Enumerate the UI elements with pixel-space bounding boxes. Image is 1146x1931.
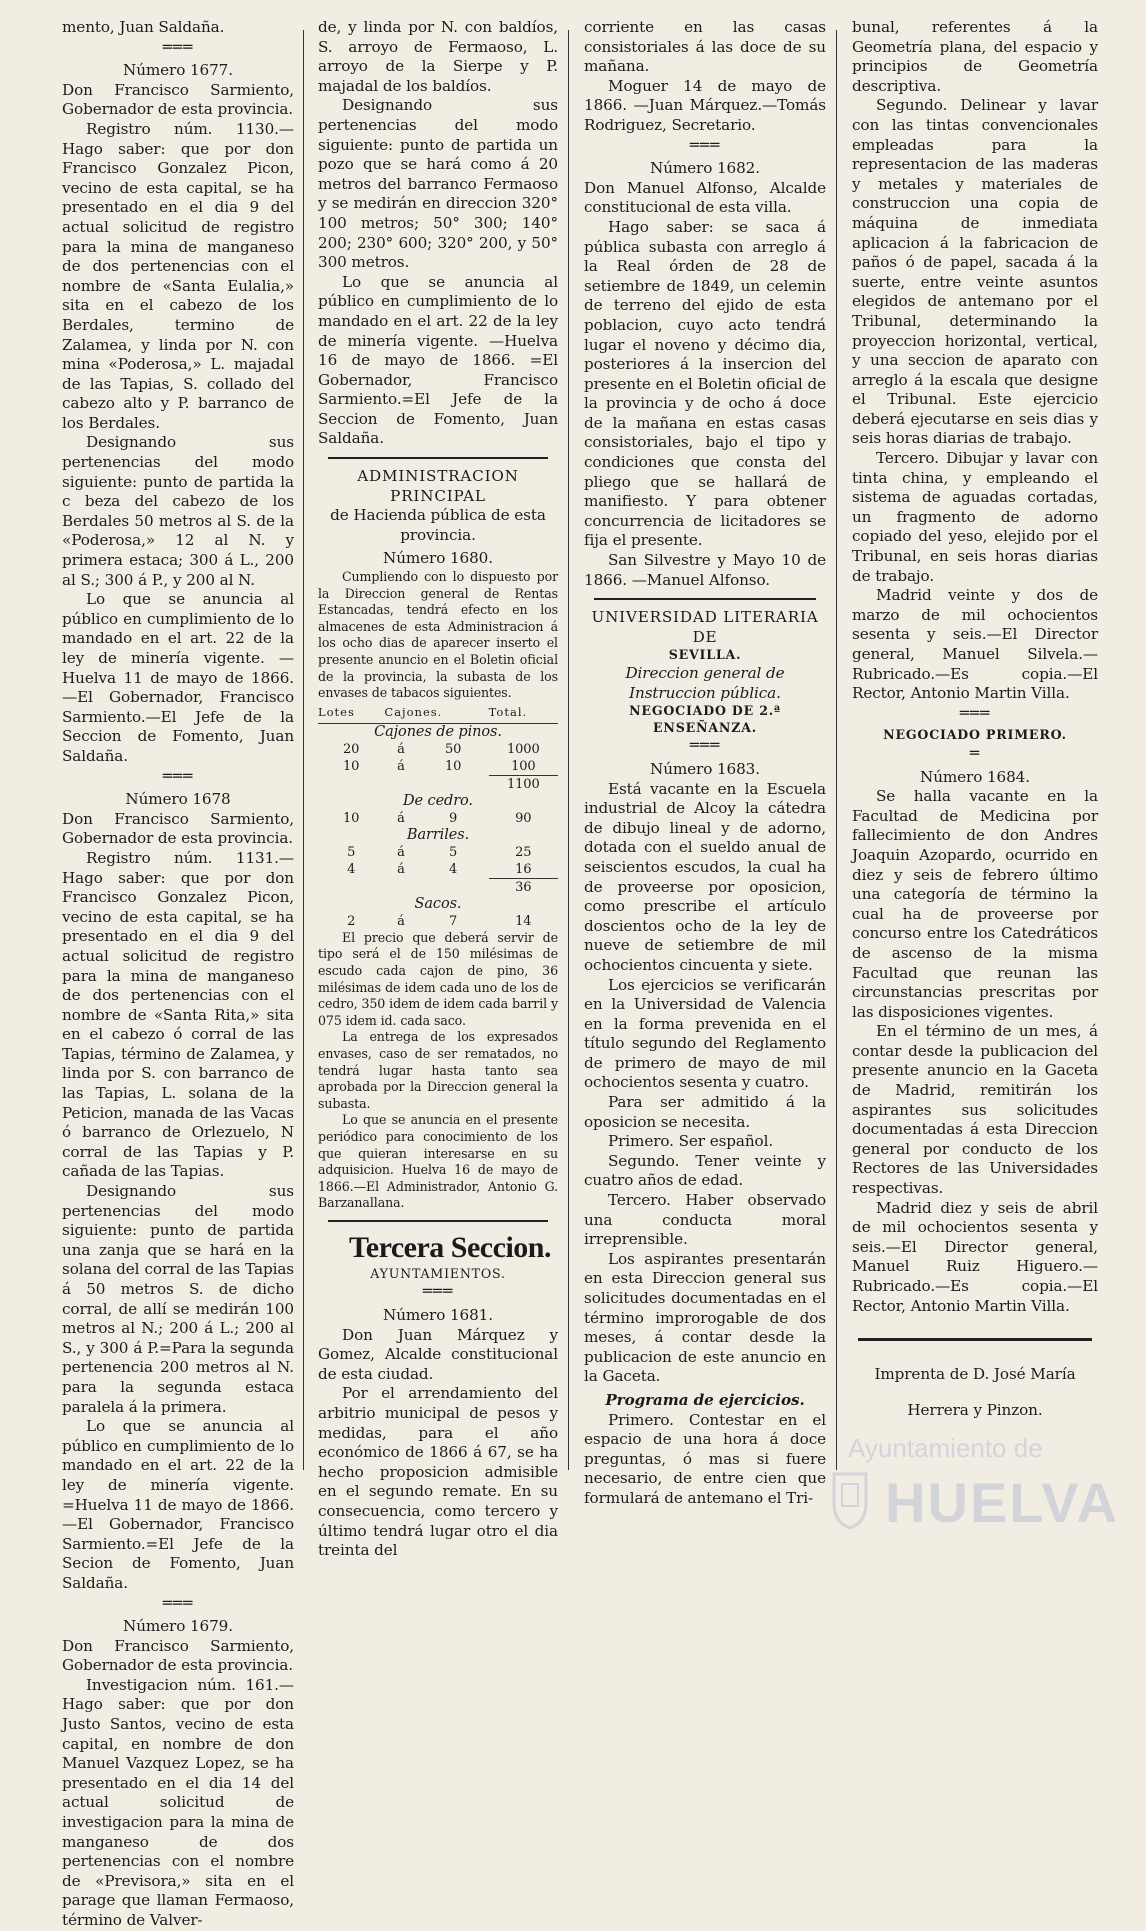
separator: ═ (969, 743, 981, 762)
table-row (318, 758, 558, 776)
notice-1680-delivery: La entrega de los expresados envases, caso de ser rematados, no tendrá lugar hasta tanto sea aprobada por la Direccion general la subasta. (318, 1029, 558, 1111)
separator: ═══ (162, 37, 194, 56)
notice-1683-req-3: Tercero. Haber observado una conducta moral irreprensible. (584, 1191, 826, 1249)
table-cell: 14 (515, 913, 532, 929)
programa-segundo: Segundo. Delinear y lavar con las tintas convencionales empleadas para la representacion de las maderas y metales y materiales de construccion una copia de máquina de inmediata aplicacion á la fabricacion de paños ó de papel, sacada á la suerte, entre veinte asuntos elegidos de antemano por el Tribunal, determinando la proyeccion horizontal, vertical, y una seccion de aparato con arreglo á la escala que designe el Tribunal. Este ejercicio deberá ejecutarse en seis dias y seis horas diarias de trabajo. (852, 96, 1098, 448)
separator: ═══ (689, 736, 721, 755)
notice-1678-issuer: Don Francisco Sarmiento, Gobernador de esta provincia. (62, 809, 294, 848)
table-cell: 7 (449, 913, 458, 929)
envases-table (318, 702, 558, 930)
table-header: Cajones. (384, 702, 488, 724)
table-row (318, 913, 558, 930)
notice-1681-signature: Moguer 14 de mayo de 1866. —Juan Márquez.—Tomás Rodriguez, Secretario. (584, 76, 826, 134)
table-cell: á (397, 810, 405, 826)
notice-number-1677: Número 1677. (123, 61, 233, 80)
table-row (318, 861, 558, 879)
table-subtotal-row (318, 775, 558, 793)
table-cell: 90 (515, 810, 532, 826)
table-cell: 20 (343, 741, 360, 757)
notice-number-1681: Número 1681. (383, 1306, 493, 1325)
notice-1683-body: Está vacante en la Escuela industrial de Alcoy la cátedra de dibujo lineal y de adorno, dotada con el sueldo anual de seiscientos escudos, la cual ha de proveerse por oposicion, como prescribe el artículo doscientos ocho de la ley de nueve de setiembre de mil ochocientos cincuenta y siete. (584, 779, 826, 974)
text-continuation: corriente en las casas consistoriales á las doce de su mañana. (584, 18, 826, 76)
notice-1684-body: Se halla vacante en la Facultad de Medicina por fallecimiento de don Andres Joaquin Azopardo, ocurrido en diez y seis de febrero último una categoría de término la cual ha de proveerse por concurso entre los Catedráticos de ascenso de la misma Facultad que reunan las circunstancias prescritas por las disposiciones vigentes. (852, 787, 1098, 1021)
column-1 (62, 18, 294, 1931)
table-row (318, 810, 558, 827)
notice-1682-body: Hago saber: se saca á pública subasta con arreglo á la Real órden de 28 de setiembre de 1849, un celemin de terreno del ejido de esta poblacion, cuyo acto tendrá lugar el noveno y décimo dia, posteriores á la insercion del presente en el Boletin oficial de la provincia y de ocho á doce de la mañana en estas casas consistoriales, bajo el tipo y condiciones que consta del pliego que se hallará de manifiesto. Y para obtener concurrencia de licitadores se fija el presente. (584, 217, 826, 550)
notice-1677-body: Registro núm. 1130.—Hago saber: que por don Francisco Gonzalez Picon, vecino de esta capital, se ha presentado en el dia 9 del actual solicitud de registro para la mina de manganeso de dos pertenencias con el nombre de «Santa Eulalia,» sita en el cabezo de los Berdales, termino de Zalamea, y linda por N. con mina «Poderosa,» L. majadal de las Tapias, S. collado del cabezo alto y P. barranco de los Berdales. (62, 119, 294, 432)
table-cell: 10 (343, 810, 360, 826)
table-cell: 50 (444, 741, 462, 757)
notice-1679-closing: Lo que se anuncia al público en cumplimiento de lo mandado en el art. 22 de la ley de minería vigente. —Huelva 16 de mayo de 1866. =El Gobernador, Francisco Sarmiento.=El Jefe de la Seccion de Fomento, Juan Saldaña. (318, 272, 558, 448)
table-group-title: Cajones de pinos. (374, 723, 502, 740)
crest-icon (830, 1470, 870, 1530)
table-cell: á (397, 759, 405, 775)
notice-1680-body: Cumpliendo con lo dispuesto por la Direccion general de Rentas Estancadas, tendrá efecto en los almacenes de esta Administracion á los ocho dias de aparecer inserto el presente anuncio en el Boletin oficial de la provincia, la subasta de los envases de tabacos siguientes. (318, 569, 558, 701)
notice-1679-issuer: Don Francisco Sarmiento, Gobernador de esta provincia. (62, 1636, 294, 1675)
table-header: Total. (489, 702, 558, 724)
section-subtitle-ayuntamientos: AYUNTAMIENTOS. (370, 1265, 506, 1281)
notice-number-1679: Número 1679. (123, 1617, 233, 1636)
notice-1677-designation: Designando sus pertenencias del modo siguiente: punto de partida la c beza del cabezo de los Berdales 50 metros al S. de la «Poderosa,» 12 al N. y primera estaca; 300 á L., 200 al S.; 300 á P., y 200 al N. (62, 433, 294, 589)
text-continuation: mento, Juan Saldaña. (62, 18, 225, 36)
section-subtitle-direccion: Direccion general de Instruccion pública. (625, 664, 785, 702)
programa-tercero: Tercero. Dibujar y lavar con tinta china, y empleando el sistema de aguadas cortadas, un fragmento de adorno copiado del yeso, elejido por el Tribunal, en seis horas diarias de trabajo. (852, 449, 1098, 585)
section-title-universidad: UNIVERSIDAD LITERARIA DE (591, 608, 819, 646)
programa-primero: Primero. Contestar en el espacio de una hora á doce preguntas, ó mas si fuere necesario, de entre cien que formulará de antemano el Tri- (584, 1410, 826, 1507)
table-group-title: Barriles. (406, 826, 470, 843)
notice-1682-issuer: Don Manuel Alfonso, Alcalde constitucional de esta villa. (584, 178, 826, 217)
table-cell: 4 (347, 862, 356, 878)
table-cell: 4 (449, 862, 458, 878)
column-4 (852, 18, 1098, 1420)
table-cell: 10 (343, 759, 360, 775)
table-group-title: Sacos. (414, 895, 462, 912)
table-cell: 25 (515, 844, 532, 860)
section-rule (594, 598, 816, 600)
programa-heading: Programa de ejercicios. (605, 1390, 805, 1409)
text-continuation: de, y linda por N. con baldíos, S. arroyo de Fermaoso, L. arroyo de la Sierpe y P. majadal de los baldíos. (318, 18, 558, 95)
notice-1681-body: Por el arrendamiento del arbitrio municipal de pesos y medidas, para el año económico de 1866 á 67, se ha hecho proposicion admisible en el segundo remate. En su consecuencia, como tercero y último tendrá lugar otro el dia treinta del (318, 1384, 558, 1560)
column-rule-2 (568, 30, 569, 1470)
watermark-line-2: HUELVA (885, 1471, 1119, 1534)
column-2 (318, 18, 558, 1561)
notice-1679-body: Investigacion núm. 161.—Hago saber: que por don Justo Santos, vecino de esta capital, en nombre de don Manuel Vazquez Lopez, se ha presentado en el dia 14 del actual solicitud de investigacion para la mina de manganeso de dos pertenencias con el nombre de «Previsora,» sita en el parage que llaman Fermaoso, término de Valver- (62, 1675, 294, 1929)
table-cell: 2 (347, 913, 356, 929)
section-subtitle-negociado-primero: NEGOCIADO PRIMERO. (883, 727, 1067, 743)
table-cell: á (397, 862, 405, 878)
table-cell: 5 (347, 844, 356, 860)
table-header: Lotes (318, 702, 384, 724)
separator: ═══ (959, 703, 991, 722)
footer-rule (858, 1338, 1092, 1341)
table-cell: 16 (515, 861, 532, 877)
separator: ═══ (422, 1282, 454, 1301)
notice-1683-req-1: Primero. Ser español. (608, 1132, 774, 1151)
table-row (318, 844, 558, 861)
watermark-line-1: Ayuntamiento de (848, 1433, 1043, 1463)
section-rule (328, 457, 548, 459)
separator: ═══ (162, 1593, 194, 1612)
notice-1683-ejercicios: Los ejercicios se verificarán en la Universidad de Valencia en la forma prevenida en el título segundo del Reglamento de primero de mayo de mil ochocientos sesenta y cuatro. (584, 975, 826, 1092)
notice-1684-plazo: En el término de un mes, á contar desde la publicacion del presente anuncio en la Gaceta de Madrid, remitirán los aspirantes sus solicitudes documentadas á esta Direccion general por conducto de los Rectores de las Universidades respectivas. (852, 1022, 1098, 1198)
notice-number-1684: Número 1684. (920, 767, 1030, 786)
table-cell: á (397, 741, 405, 757)
notice-1681-issuer: Don Juan Márquez y Gomez, Alcalde constitucional de esta ciudad. (318, 1325, 558, 1383)
section-subtitle-sevilla: SEVILLA. (668, 647, 742, 663)
separator: ═══ (689, 135, 721, 154)
notice-1683-solicitudes: Los aspirantes presentarán en esta Direccion general sus solicitudes documentadas en el término improrogable de dos meses, á contar desde la publicacion de este anuncio en la Gaceta. (584, 1249, 826, 1386)
notice-1677-issuer: Don Francisco Sarmiento, Gobernador de esta provincia. (62, 80, 294, 119)
table-cell: 1000 (506, 741, 540, 757)
table-cell: 100 (511, 758, 536, 774)
notice-1679-designation: Designando sus pertenencias del modo siguiente: punto de partida un pozo que se hará como á 20 metros del barranco Fermaoso y se medirán en direccion 320° 100 metros; 50° 300; 140° 200; 230° 600; 320° 200, y 50° 300 metros. (318, 96, 558, 272)
notice-1678-closing: Lo que se anuncia al público en cumplimiento de lo mandado en el art. 22 de la ley de minería vigente. =Huelva 11 de mayo de 1866.—El Gobernador, Francisco Sarmiento.=El Jefe de la Secion de Fomento, Juan Saldaña. (62, 1417, 294, 1592)
table-cell: á (397, 844, 405, 860)
column-rule-1 (303, 30, 304, 1470)
section-rule (328, 1220, 548, 1222)
notice-1678-designation: Designando sus pertenencias del modo siguiente: punto de partida una zanja que se hará en la solana del corral de las Tapias á 50 metros S. de dicho corral, de allí se medirán 100 metros al N.; 200 á L.; 200 al S., y 300 á P.=Para la segunda pertenencia 200 metros al N. para la segunda estaca paralela á la primera. (62, 1182, 294, 1416)
table-cell: 9 (449, 810, 458, 826)
imprint-line-2: Herrera y Pinzon. (907, 1400, 1043, 1419)
table-header-row (318, 702, 558, 724)
notice-number-1682: Número 1682. (650, 159, 760, 178)
table-cell: 10 (444, 759, 462, 775)
table-row (318, 741, 558, 758)
notice-1684-signature: Madrid diez y seis de abril de mil ochocientos sesenta y seis.—El Director general, Manuel Ruiz Higuero.—Rubricado.—Es copia.—El Rector, Antonio Martin Villa. (852, 1198, 1098, 1315)
notice-1677-closing: Lo que se anuncia al público en cumplimiento de lo mandado en el art. 22 de la ley de minería vigente. —Huelva 11 de mayo de 1866.—El Gobernador, Francisco Sarmiento.—El Jefe de la Seccion de Fomento, Juan Saldaña. (62, 590, 294, 765)
notice-1683-signature: Madrid veinte y dos de marzo de mil ochocientos sesenta y seis.—El Director general, Manuel Silvela.—Rubricado.—Es copia.—El Rector, Antonio Martin Villa. (852, 586, 1098, 703)
table-group-title: De cedro. (403, 792, 473, 809)
section-subtitle-hacienda: de Hacienda pública de esta provincia. (330, 506, 546, 544)
notice-1683-requisitos: Para ser admitido á la oposicion se necesita. (584, 1093, 826, 1131)
notice-1682-signature: San Silvestre y Mayo 10 de 1866. —Manuel Alfonso. (584, 551, 826, 589)
notice-1680-closing: Lo que se anuncia en el presente periódico para conocimiento de los que quieran interesarse en su adquisicion. Huelva 16 de mayo de 1866.—El Administrador, Antonio G. Barzanallana. (318, 1112, 558, 1211)
table-subtotal: 36 (489, 878, 558, 896)
notice-1678-body: Registro núm. 1131.—Hago saber: que por don Francisco Gonzalez Picon, vecino de esta capital, se ha presentado en el dia 9 del actual solicitud de registro para la mina de manganeso de dos pertenencias con el nombre de «Santa Rita,» sita en el cabezo ó corral de las Tapias, término de Zalamea, y linda por S. con barranco de las Tapias, L. solana de la Peticion, manada de las Vacas ó barranco de Orlezuelo, N corral de las Tapias y P. cañada de las Tapias. (62, 848, 294, 1181)
notice-number-1678: Número 1678 (125, 790, 231, 809)
table-subtotal: 1100 (489, 775, 558, 793)
table-cell: á (397, 913, 405, 929)
column-rule-3 (836, 30, 837, 1470)
notice-number-1680: Número 1680. (383, 549, 493, 568)
table-cell: 5 (449, 844, 458, 860)
notice-1680-price: El precio que deberá servir de tipo será el de 150 milésimas de escudo cada cajon de pino, 36 milésimas de idem cada uno de los de cedro, 350 idem de idem cada barril y 075 idem id. cada saco. (318, 929, 558, 1028)
section-title-administracion: ADMINISTRACION PRINCIPAL (357, 467, 519, 505)
section-subtitle-negociado: NEGOCIADO DE 2.ª ENSEÑANZA. (629, 703, 781, 735)
table-subtotal-row (318, 878, 558, 896)
text-continuation: bunal, referentes á la Geometría plana, del espacio y principios de Geometría descriptiva. (852, 18, 1098, 95)
separator: ═══ (162, 766, 194, 785)
watermark (830, 1425, 1130, 1585)
notice-1683-req-2: Segundo. Tener veinte y cuatro años de edad. (584, 1151, 826, 1190)
section-title-tercera-seccion: Tercera Seccion. (349, 1230, 551, 1264)
imprint-line-1: Imprenta de D. José María (874, 1365, 1076, 1384)
notice-number-1683: Número 1683. (650, 759, 760, 778)
column-3 (584, 18, 826, 1509)
